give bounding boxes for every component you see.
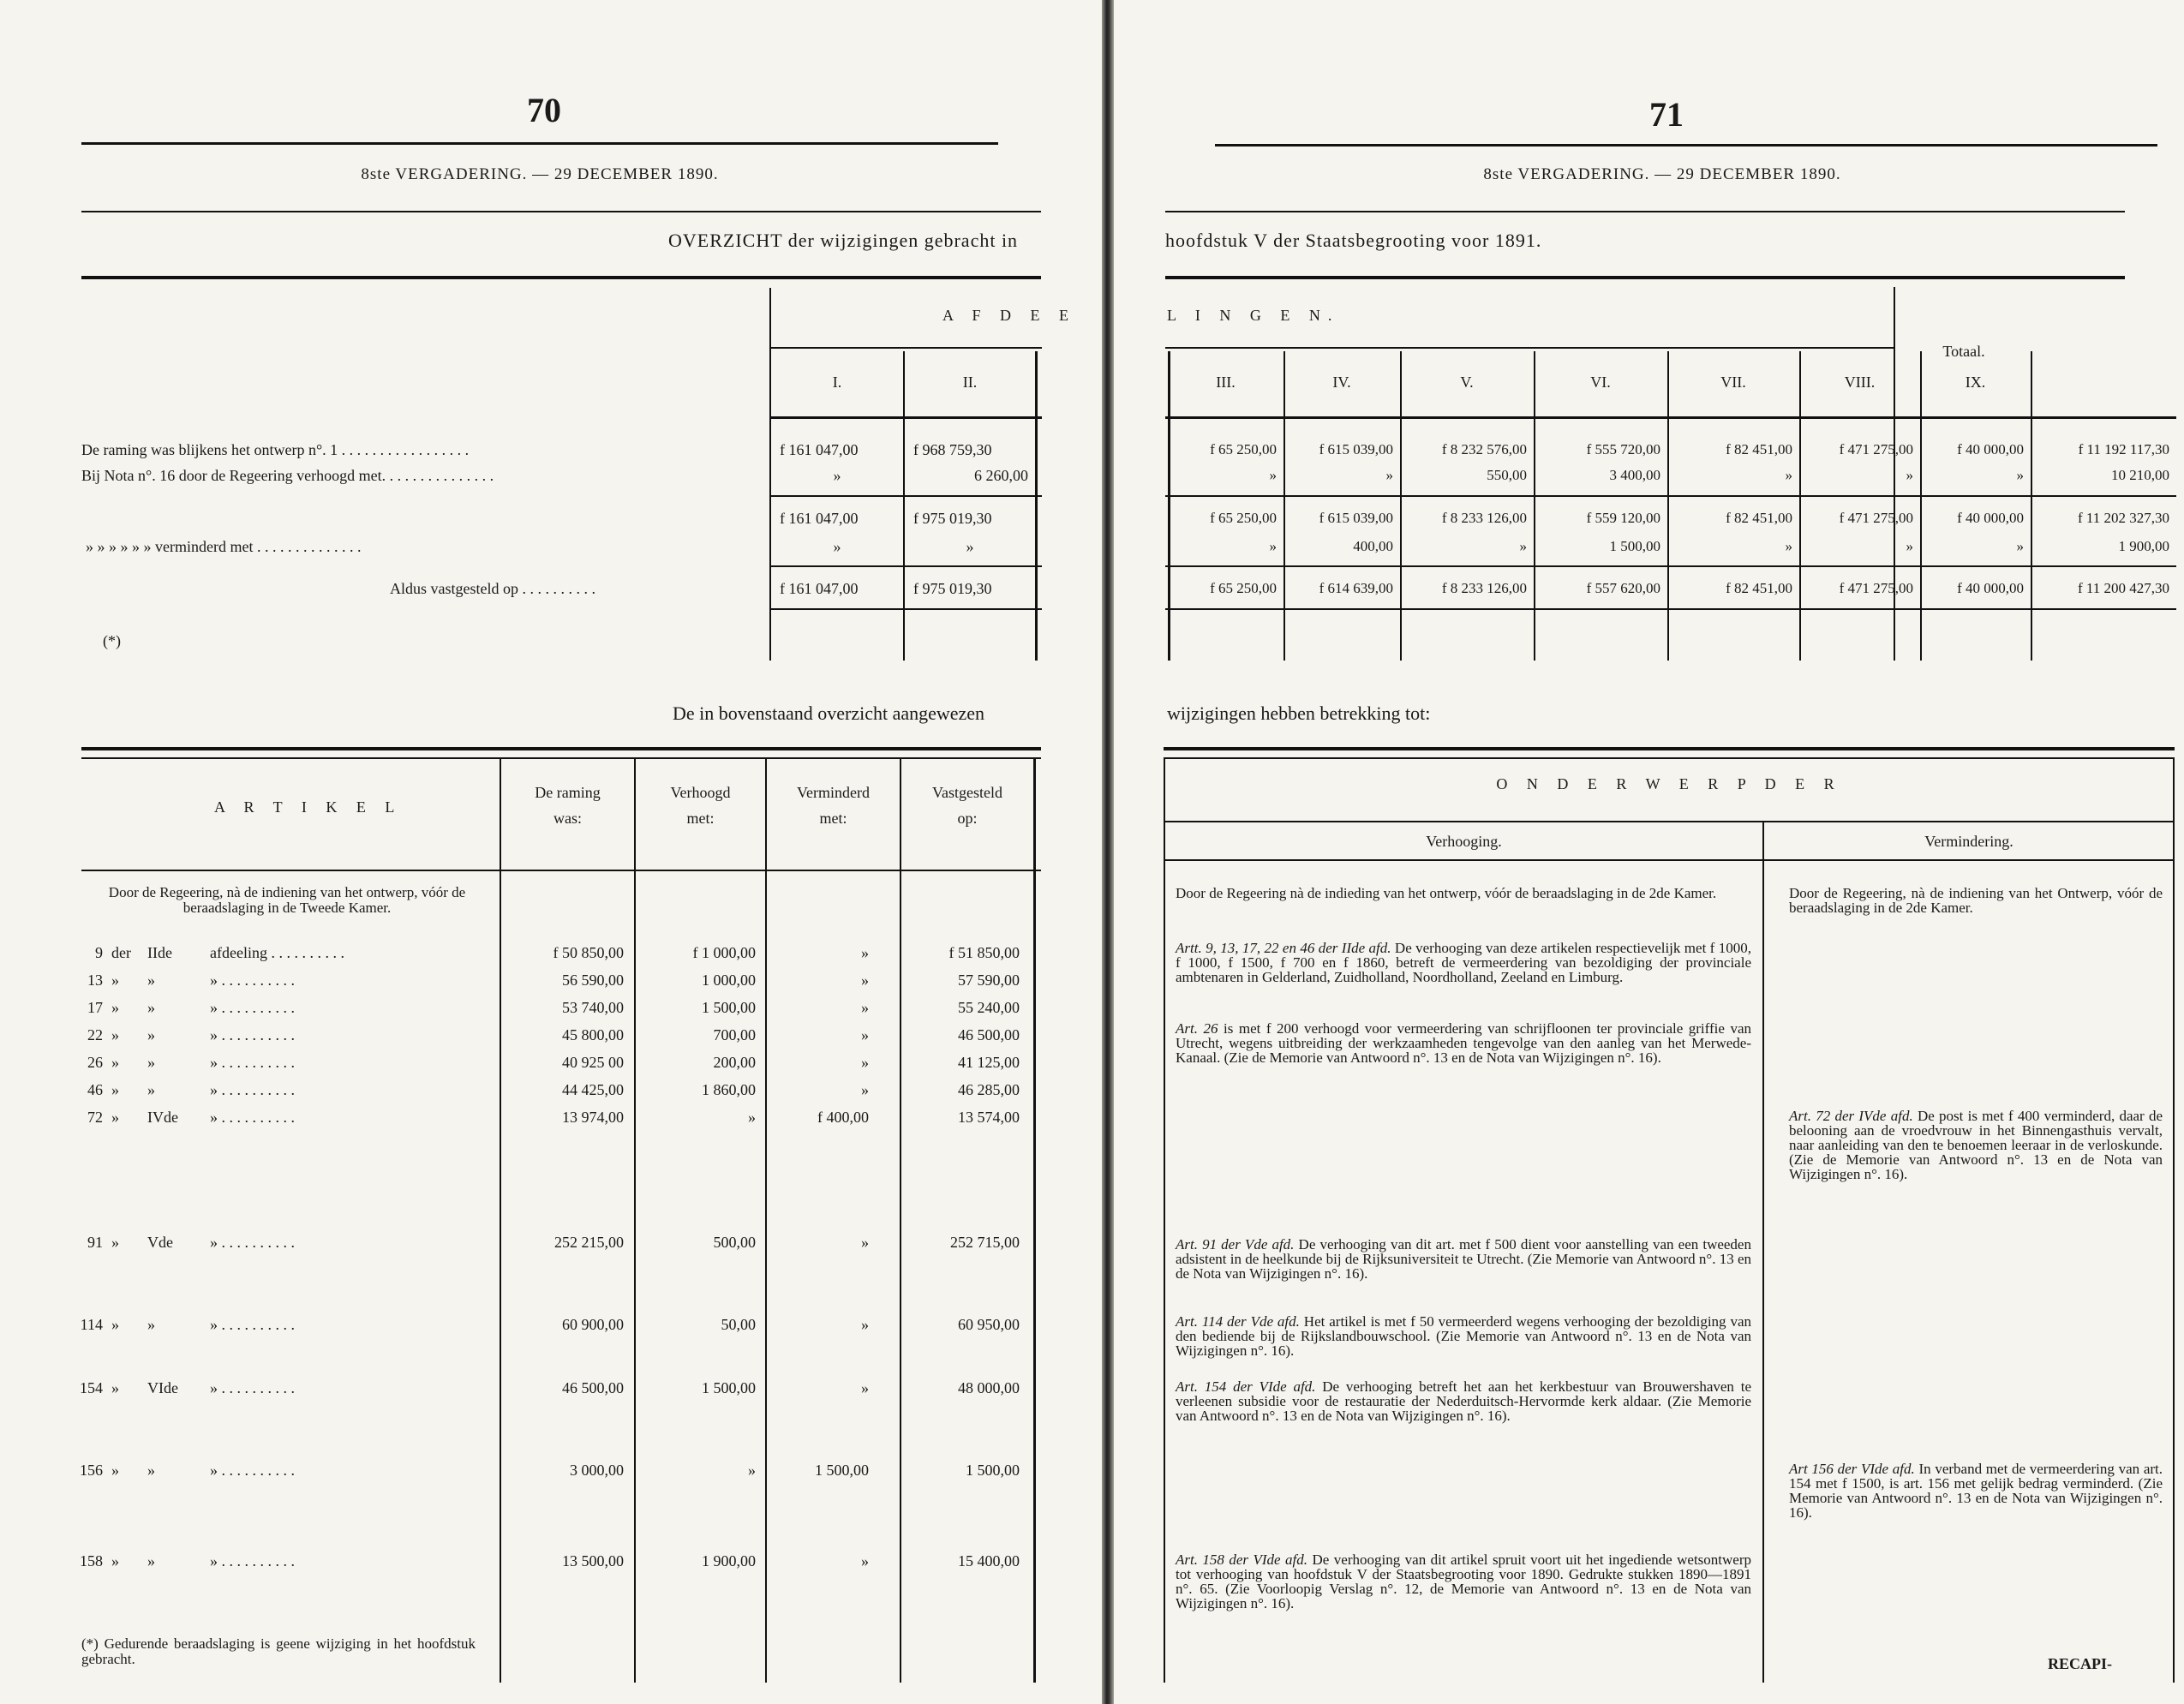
article-leader: » . . . . . . . . . .	[210, 1026, 295, 1043]
cell: f 161 047,00	[780, 510, 859, 527]
lingen-cell: »	[1269, 538, 1277, 554]
article-number: 46	[87, 1081, 103, 1098]
lingen-cell: f 11 202 327,30	[2077, 510, 2169, 526]
cell: »	[833, 538, 841, 555]
verhoogd-cell: 1 860,00	[702, 1081, 756, 1098]
header-rule	[81, 142, 998, 145]
article-der: »	[111, 1234, 119, 1251]
article-der: »	[111, 1109, 119, 1126]
header-rule	[1215, 144, 2157, 146]
col-rule	[1283, 351, 1285, 661]
lingen-cell: f 557 620,00	[1586, 580, 1660, 596]
running-head: 8ste VERGADERING. — 29 DECEMBER 1890.	[361, 165, 719, 183]
article-leader: » . . . . . . . . . .	[210, 1379, 295, 1396]
lingen-cell: 1 500,00	[1609, 538, 1660, 554]
article-der: »	[111, 1379, 119, 1396]
cell: f 161 047,00	[780, 580, 859, 597]
divider	[769, 495, 1042, 497]
verhoogd-cell: 1 500,00	[702, 999, 756, 1016]
raming-cell: 45 800,00	[562, 1026, 624, 1043]
footnote: (*) Gedurende beraadslaging is geene wijziging in het hoofdstuk gebracht.	[81, 1635, 476, 1667]
verminderd-cell: »	[861, 944, 869, 961]
col-rule	[1667, 351, 1669, 661]
catchword: RECAPI-	[2048, 1655, 2112, 1672]
verhoogd-cell: 1 500,00	[702, 1379, 756, 1396]
article-afdeeling: »	[147, 1081, 155, 1098]
note-lead: Artt. 9, 13, 17, 22 en 46 der IIde afd.	[1176, 940, 1391, 956]
note-lead: Art. 26	[1176, 1020, 1218, 1037]
lingen-cell: »	[1269, 467, 1277, 483]
article-afdeeling: »	[147, 1316, 155, 1333]
onderwerp-head: O N D E R W E R P D E R	[1496, 775, 1842, 792]
article-afdeeling: »	[147, 972, 155, 989]
lingen-cell: f 615 039,00	[1319, 510, 1393, 526]
verhoogd-cell: 50,00	[721, 1316, 756, 1333]
article-afdeeling: »	[147, 1462, 155, 1479]
divider	[81, 757, 1041, 759]
artikel-head: A R T I K E L	[214, 798, 403, 816]
vastgesteld-head-2: op:	[957, 810, 978, 827]
col-rule	[634, 757, 636, 1683]
note-text: In verband met de vermeerdering van art. 154 met f 1500, is art. 156 met gelijk bedrag verminderd. (Zie Memorie van Antwoord n°. 13 en de Nota van Wijzigingen n°. 16).	[1789, 1461, 2163, 1521]
verminderd-cell: »	[861, 999, 869, 1016]
divider	[1164, 757, 2175, 759]
divider	[1165, 347, 1894, 349]
note-text: is met f 200 verhoogd voor vermeerdering van schrijfloonen ter provinciale griffie van Utrecht, wegens uitbreiding der werkzaamheden tengevolge van den aanleg van het Merwede-Kanaal. (Zie de Memorie van Antwoord n°. 13 en de Nota van Wijzigingen n°. 16).	[1176, 1020, 1751, 1066]
note-text: De verhooging van dit art. met f 500 dient voor aanstelling van een tweeden adsistent in de heelkunde bij de Rijksuniversiteit te Utrecht. (Zie Memorie van Antwoord n°. 13 en de Nota van Wijzigingen n°. 16).	[1176, 1236, 1752, 1282]
article-leader: » . . . . . . . . . .	[210, 1234, 295, 1251]
note-text: De verhooging van dit artikel spruit voort uit het ingediende wetsontwerp tot verhooging van hoofdstuk V der Staatsbegrooting voor 1890. Gedrukte stukken 1890—1891 n°. 65. (Zie Voorloopig Verslag n°. 12, de Memorie van Antwoord n°. 13 en de Nota van Wijzigingen n°. 16).	[1176, 1552, 1751, 1611]
raming-cell: 60 900,00	[562, 1316, 624, 1333]
article-der: »	[111, 1081, 119, 1098]
running-head: 8ste VERGADERING. — 29 DECEMBER 1890.	[1483, 165, 1841, 183]
totaal-head: Totaal.	[1942, 343, 1985, 360]
verminderd-cell: 1 500,00	[815, 1462, 869, 1479]
raming-cell: 40 925 00	[562, 1054, 624, 1071]
divider	[769, 347, 1042, 349]
overview-title: OVERZICHT der wijzigingen gebracht in	[668, 230, 1019, 251]
article-afdeeling: Vde	[147, 1234, 173, 1251]
page-right	[1114, 0, 2184, 1704]
verminderd-cell: »	[861, 1316, 869, 1333]
cell: 6 260,00	[974, 467, 1028, 484]
vermindering-intro: Door de Regeering, nà de indiening van het Ontwerp, vóór de beraadslaging in de 2de Kamer.	[1789, 885, 2163, 916]
article-number: 154	[80, 1379, 103, 1396]
lingen-cell: 400,00	[1353, 538, 1393, 554]
raming-cell: 46 500,00	[562, 1379, 624, 1396]
raming-head-1: De raming	[535, 784, 601, 801]
verhooging-note	[1176, 1237, 1751, 1281]
col-rule	[765, 757, 767, 1683]
divider	[769, 565, 1042, 567]
article-der: »	[111, 1462, 119, 1479]
col-head-II: II.	[962, 374, 978, 391]
lingen-cell: »	[1519, 538, 1527, 554]
article-number: 114	[80, 1316, 103, 1333]
row-label: Aldus vastgesteld op . . . . . . . . . .	[390, 580, 595, 597]
raming-cell: 13 974,00	[562, 1109, 624, 1126]
lingen-cell: 550,00	[1487, 467, 1527, 483]
lingen-cell: f 40 000,00	[1957, 441, 2024, 457]
lingen-cell: f 615 039,00	[1319, 441, 1393, 457]
lingen-cell: f 82 451,00	[1726, 580, 1792, 596]
lingen-cell: »	[2016, 538, 2024, 554]
page-number: 70	[527, 91, 561, 129]
cell: »	[833, 467, 841, 484]
article-number: 158	[80, 1552, 103, 1569]
vermindering-head: Vermindering.	[1924, 833, 2013, 850]
verhoogd-cell: 700,00	[713, 1026, 756, 1043]
lingen-cell: »	[1385, 467, 1393, 483]
article-number: 22	[87, 1026, 103, 1043]
note-lead: Art. 72 der IVde afd.	[1789, 1108, 1913, 1124]
cell: f 161 047,00	[780, 441, 859, 458]
raming-cell: 13 500,00	[562, 1552, 624, 1569]
col-rule	[1400, 351, 1402, 661]
col-head-8: VIII.	[1844, 374, 1876, 391]
verminderd-cell: »	[861, 1081, 869, 1098]
article-leader: » . . . . . . . . . .	[210, 999, 295, 1016]
vastgesteld-cell: f 51 850,00	[948, 944, 1020, 961]
divider	[1165, 608, 2176, 610]
cell: f 975 019,30	[913, 580, 992, 597]
intro-text: wijzigingen hebben betrekking tot:	[1167, 703, 1431, 724]
lingen-cell: f 8 232 576,00	[1441, 441, 1527, 457]
lingen-cell: f 8 233 126,00	[1441, 580, 1527, 596]
intro-row: Door de Regeering, nà de indiening van het ontwerp, vóór de beraadslaging in de Tweede Kamer.	[108, 884, 466, 916]
note-text: De verhooging van deze artikelen respectievelijk met f 1000, f 1000, f 1500, f 700 en f 1860, betreft de vermeerdering van bezoldiging der provinciale ambtenaren in Gelderland, Zuidholland, Noordholland, Zeeland en Limburg.	[1176, 940, 1751, 985]
cell: f 975 019,30	[913, 510, 992, 527]
col-head-7: VII.	[1720, 374, 1746, 391]
col-rule	[1534, 351, 1535, 661]
raming-cell: 3 000,00	[570, 1462, 624, 1479]
raming-cell: 252 215,00	[554, 1234, 624, 1251]
verminderd-cell: f 400,00	[817, 1109, 869, 1126]
verhoogd-cell: 1 900,00	[702, 1552, 756, 1569]
divider	[1165, 416, 2176, 419]
article-afdeeling: »	[147, 999, 155, 1016]
lingen-cell: f 40 000,00	[1957, 510, 2024, 526]
col-head-3: III.	[1216, 374, 1236, 391]
note-text: Het artikel is met f 50 vermeerderd wegens verhooging der bezoldiging van den bediende bij de Rijkslandbouwschool. (Zie Memorie van Antwoord n°. 13 en de Nota van Wijzigingen n°. 16).	[1176, 1313, 1751, 1359]
lingen-cell: f 65 250,00	[1210, 580, 1277, 596]
article-afdeeling: »	[147, 1552, 155, 1569]
lingen-cell: f 559 120,00	[1586, 510, 1660, 526]
col-rule	[903, 351, 905, 661]
col-rule	[500, 757, 501, 1683]
vastgesteld-cell: 55 240,00	[958, 999, 1020, 1016]
article-leader: afdeeling . . . . . . . . . .	[210, 944, 344, 961]
article-afdeeling: »	[147, 1026, 155, 1043]
divider	[769, 416, 1042, 419]
raming-cell: f 50 850,00	[553, 944, 624, 961]
raming-head-2: was:	[553, 810, 582, 827]
article-number: 13	[87, 972, 103, 989]
verhooging-note	[1176, 941, 1751, 984]
verminderd-cell: »	[861, 1552, 869, 1569]
article-number: 9	[95, 944, 103, 961]
verminderd-cell: »	[861, 1379, 869, 1396]
note-lead: Art. 91 der Vde afd.	[1176, 1236, 1295, 1253]
lingen-cell: »	[1785, 467, 1792, 483]
lingen-label: L I N G E N.	[1167, 307, 1340, 324]
vastgesteld-cell: 1 500,00	[966, 1462, 1020, 1479]
afd-label: A F D E E	[942, 307, 1077, 324]
article-afdeeling: »	[147, 1054, 155, 1071]
lingen-cell: f 65 250,00	[1210, 510, 1277, 526]
col-head-I: I.	[832, 374, 842, 391]
article-der: »	[111, 1054, 119, 1071]
vastgesteld-cell: 46 285,00	[958, 1081, 1020, 1098]
note-lead: Art. 114 der Vde afd.	[1176, 1313, 1300, 1330]
vastgesteld-cell: 15 400,00	[958, 1552, 1020, 1569]
col-rule	[1762, 821, 1764, 1683]
article-leader: » . . . . . . . . . .	[210, 1316, 295, 1333]
cell: »	[966, 538, 974, 555]
lingen-cell: 3 400,00	[1609, 467, 1660, 483]
table-top-rule	[1164, 747, 2175, 750]
verhoogd-cell: 200,00	[713, 1054, 756, 1071]
col-rule	[1920, 351, 1922, 661]
article-der: der	[111, 944, 131, 961]
lingen-cell: f 65 250,00	[1210, 441, 1277, 457]
verhoogd-head-1: Verhoogd	[670, 784, 731, 801]
article-der: »	[111, 1552, 119, 1569]
lingen-cell: f 11 200 427,30	[2077, 580, 2169, 596]
lingen-cell: f 614 639,00	[1319, 580, 1393, 596]
verhooging-intro: Door de Regeering nà de indieding van het ontwerp, vóór de beraadslaging in de 2de Kamer.	[1176, 885, 1717, 901]
col-head-5: V.	[1460, 374, 1474, 391]
divider	[1164, 821, 2175, 822]
intro-text: De in bovenstaand overzicht aangewezen	[673, 703, 985, 724]
lingen-cell: f 471 275,00	[1839, 441, 1913, 457]
overview-title: hoofdstuk V der Staatsbegrooting voor 1891.	[1165, 230, 1542, 251]
article-leader: » . . . . . . . . . .	[210, 1081, 295, 1098]
note-text: De post is met f 400 verminderd, daar de belooning aan de vroedvrouw in het Binnengasthuis vervalt, naar aanleiding van den te benoemen leeraar in de verloskunde. (Zie de Memorie van Antwoord n°. 13 en de Nota van Wijzigingen n°. 16).	[1789, 1108, 2163, 1182]
article-der: »	[111, 999, 119, 1016]
raming-cell: 56 590,00	[562, 972, 624, 989]
lingen-cell: 1 900,00	[2118, 538, 2169, 554]
note-text: De verhooging betreft het aan het kerkbestuur van Brouwershaven te verleenen subsidie voor de restauratie der Nederduitsch-Hervormde kerk aldaar. (Zie Memorie van Antwoord n°. 13 en de Nota van Wijzigingen n°. 16).	[1176, 1378, 1752, 1424]
table-top-rule	[81, 276, 1041, 279]
vastgesteld-cell: 57 590,00	[958, 972, 1020, 989]
col-rule	[2031, 351, 2032, 661]
page-number: 71	[1649, 95, 1684, 134]
article-afdeeling: IVde	[147, 1109, 178, 1126]
article-leader: » . . . . . . . . . .	[210, 1552, 295, 1569]
note-lead: Art. 154 der VIde afd.	[1176, 1378, 1316, 1395]
row-label: Bij Nota n°. 16 door de Regeering verhoogd met. . . . . . . . . . . . . . .	[81, 467, 494, 484]
article-afdeeling: IIde	[147, 944, 172, 961]
verhoogd-head-2: met:	[686, 810, 715, 827]
article-number: 91	[87, 1234, 103, 1251]
asterisk-note-mark: (*)	[103, 632, 121, 649]
table-top-rule	[1165, 276, 2125, 279]
verminderd-head-2: met:	[819, 810, 847, 827]
note-lead: Art 156 der VIde afd.	[1789, 1461, 1915, 1477]
raming-cell: 53 740,00	[562, 999, 624, 1016]
verhoogd-cell: »	[748, 1109, 756, 1126]
lingen-cell: »	[2016, 467, 2024, 483]
article-leader: » . . . . . . . . . .	[210, 1054, 295, 1071]
vastgesteld-cell: 41 125,00	[958, 1054, 1020, 1071]
lingen-cell: f 11 192 117,30	[2078, 441, 2169, 457]
col-head-9: IX.	[1965, 374, 1986, 391]
article-leader: » . . . . . . . . . .	[210, 972, 295, 989]
cell: f 968 759,30	[913, 441, 992, 458]
vastgesteld-cell: 13 574,00	[958, 1109, 1020, 1126]
article-number: 17	[87, 999, 103, 1016]
vastgesteld-cell: 46 500,00	[958, 1026, 1020, 1043]
col-rule	[2173, 757, 2175, 1683]
verhooging-note	[1176, 1379, 1751, 1423]
lingen-cell: »	[1785, 538, 1792, 554]
divider	[81, 870, 1041, 871]
vastgesteld-cell: 252 715,00	[950, 1234, 1020, 1251]
verminderd-cell: »	[861, 972, 869, 989]
lingen-cell: 10 210,00	[2111, 467, 2169, 483]
verhoogd-cell: 1 000,00	[702, 972, 756, 989]
divider	[1165, 211, 2125, 212]
table-top-rule	[81, 747, 1041, 750]
article-afdeeling: VIde	[147, 1379, 178, 1396]
article-number: 26	[87, 1054, 103, 1071]
vastgesteld-cell: 48 000,00	[958, 1379, 1020, 1396]
raming-cell: 44 425,00	[562, 1081, 624, 1098]
verhoogd-cell: »	[748, 1462, 756, 1479]
vastgesteld-head-1: Vastgesteld	[932, 784, 1002, 801]
verminderd-cell: »	[861, 1054, 869, 1071]
vastgesteld-cell: 60 950,00	[958, 1316, 1020, 1333]
lingen-cell: f 471 275,00	[1839, 580, 1913, 596]
lingen-cell: f 8 233 126,00	[1441, 510, 1527, 526]
article-leader: » . . . . . . . . . .	[210, 1109, 295, 1126]
verminderd-head-1: Verminderd	[797, 784, 870, 801]
vermindering-note	[1789, 1462, 2163, 1520]
vermindering-note	[1789, 1109, 2163, 1181]
divider	[1165, 565, 2176, 567]
lingen-cell: »	[1906, 467, 1913, 483]
lingen-cell: f 471 275,00	[1839, 510, 1913, 526]
verhooging-head: Verhooging.	[1426, 833, 1502, 850]
article-number: 156	[80, 1462, 103, 1479]
verhooging-note	[1176, 1021, 1751, 1065]
verhoogd-cell: 500,00	[713, 1234, 756, 1251]
lingen-cell: f 82 451,00	[1726, 510, 1792, 526]
verhooging-note	[1176, 1552, 1751, 1611]
article-der: »	[111, 1316, 119, 1333]
book-gutter	[1102, 0, 1114, 1704]
col-rule	[1168, 351, 1170, 661]
divider	[81, 211, 1041, 212]
lingen-cell: f 555 720,00	[1586, 441, 1660, 457]
col-rule	[1799, 351, 1801, 661]
article-der: »	[111, 1026, 119, 1043]
row-label: De raming was blijkens het ontwerp n°. 1 . . . . . . . . . . . . . . . . .	[81, 441, 470, 458]
article-number: 72	[87, 1109, 103, 1126]
col-head-4: IV.	[1332, 374, 1351, 391]
divider	[769, 608, 1042, 610]
divider	[1165, 495, 2176, 497]
note-lead: Art. 158 der VIde afd.	[1176, 1552, 1308, 1568]
col-rule	[1164, 757, 1165, 1683]
article-der: »	[111, 972, 119, 989]
col-rule	[1033, 757, 1036, 1683]
lingen-cell: f 40 000,00	[1957, 580, 2024, 596]
article-leader: » . . . . . . . . . .	[210, 1462, 295, 1479]
col-head-6: VI.	[1590, 374, 1611, 391]
verminderd-cell: »	[861, 1026, 869, 1043]
verhooging-note	[1176, 1314, 1751, 1358]
verhoogd-cell: f 1 000,00	[692, 944, 756, 961]
lingen-cell: f 82 451,00	[1726, 441, 1792, 457]
col-rule	[900, 757, 901, 1683]
row-label: » » » » » » verminderd met . . . . . . . . . . . . . .	[86, 538, 362, 555]
divider	[1164, 859, 2175, 861]
lingen-cell: »	[1906, 538, 1913, 554]
col-rule	[1035, 351, 1038, 661]
verminderd-cell: »	[861, 1234, 869, 1251]
